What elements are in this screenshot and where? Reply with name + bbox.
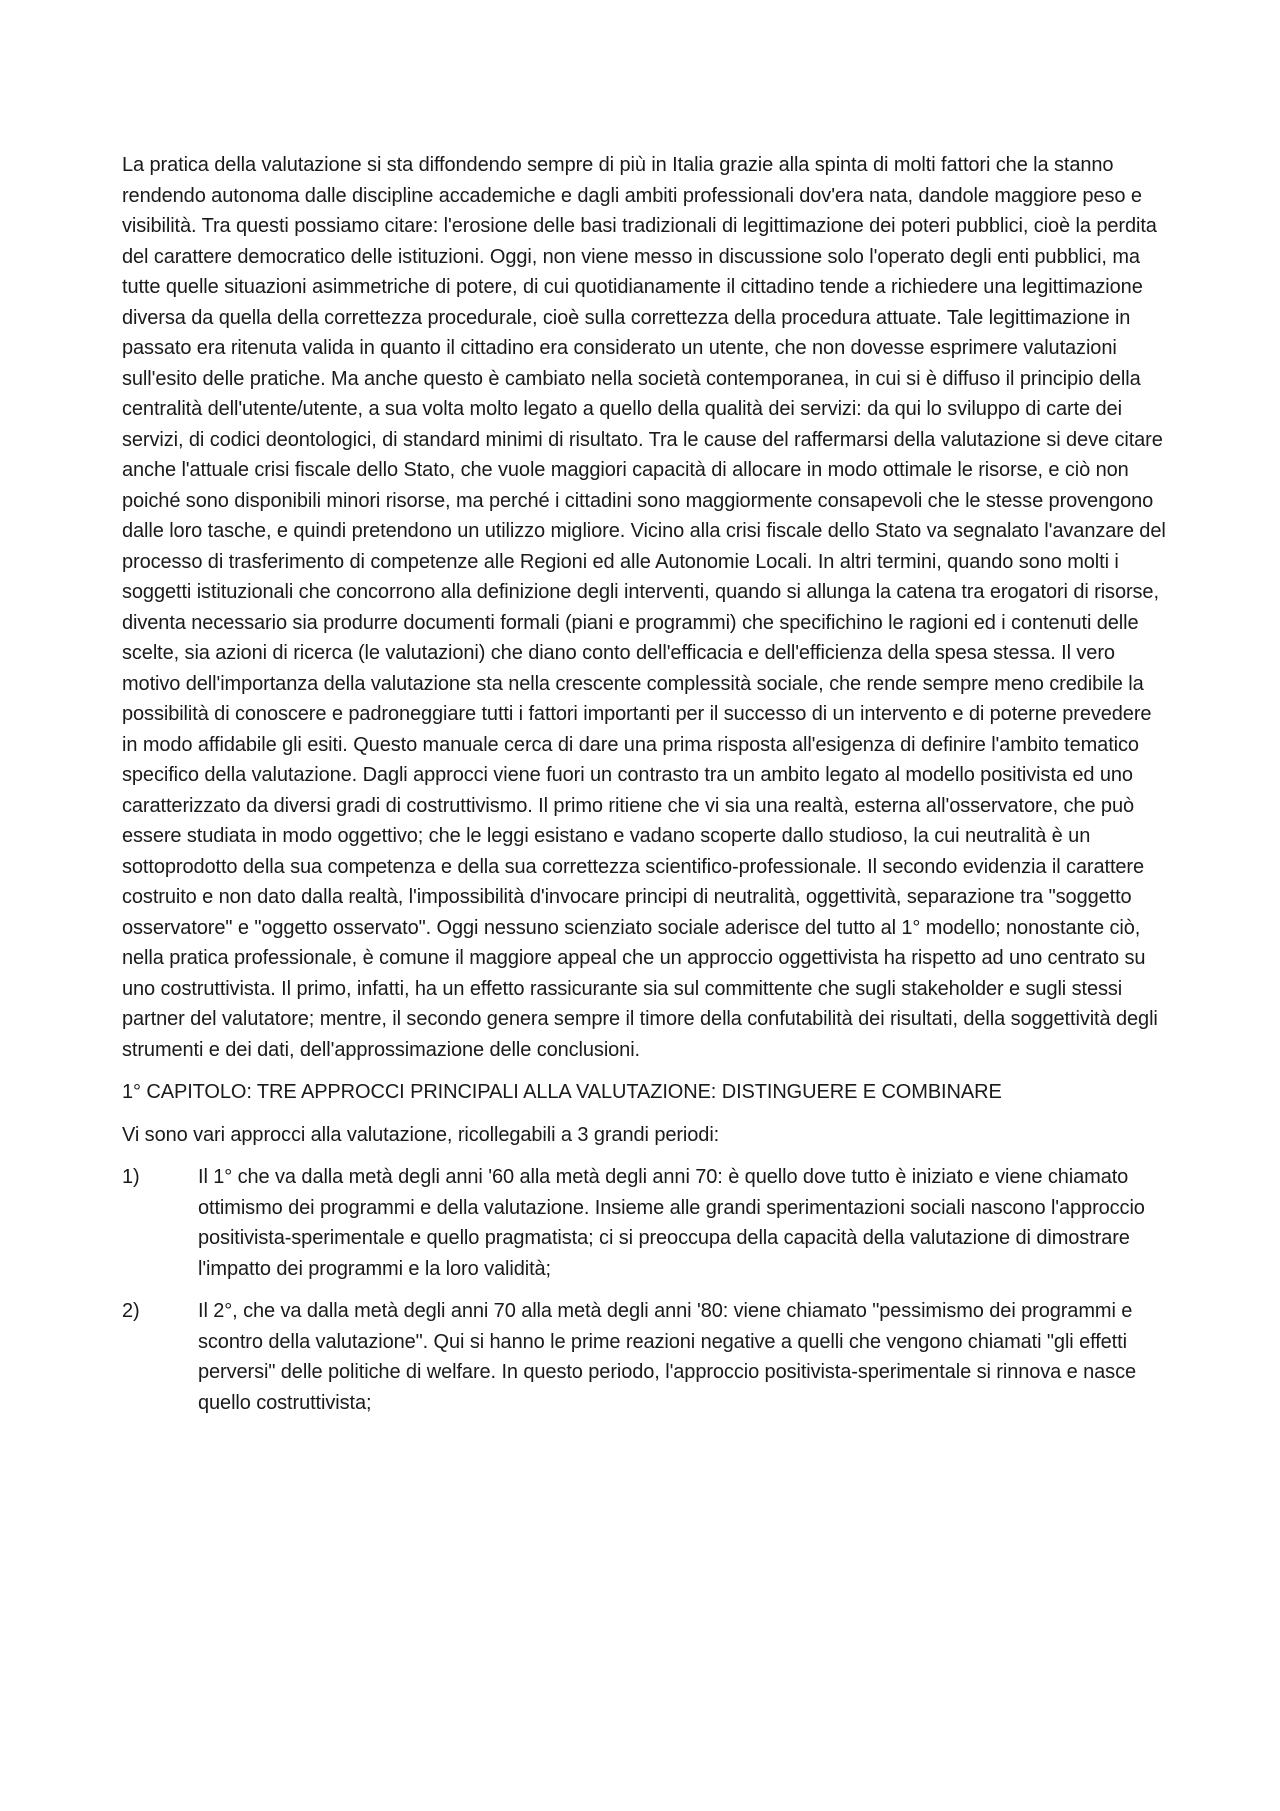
chapter-heading: 1° CAPITOLO: TRE APPROCCI PRINCIPALI ALLA VALUTAZIONE: DISTINGUERE E COMBINARE: [122, 1081, 1002, 1103]
list-item: [122, 1162, 1170, 1284]
list-item-text: Il 2°, che va dalla metà degli anni 70 alla metà degli anni '80: viene chiamato "pessimismo dei programmi e scontro della valutazione". Qui si hanno le prime reazioni negative a quelli che vengono chiamati "gli effetti perversi" delle politiche di welfare. In questo periodo, l'approccio positivista-sperimentale si rinnova e nasce quello costruttivista;: [198, 1300, 1136, 1414]
list-item-text: Il 1° che va dalla metà degli anni '60 alla metà degli anni 70: è quello dove tutto è iniziato e viene chiamato ottimismo dei programmi e della valutazione. Insieme alle grandi sperimentazioni sociali nascono l'approccio positivista-sperimentale e quello pragmatista; ci si preoccupa della capacità della valutazione di dimostrare l'impatto dei programmi e la loro validità;: [198, 1166, 1145, 1280]
list-item: [122, 1296, 1170, 1418]
list-item-number: 1): [122, 1166, 140, 1188]
intro-paragraph: La pratica della valutazione si sta diffondendo sempre di più in Italia grazie alla spinta di molti fattori che la stanno rendendo autonoma dalle discipline accademiche e dagli ambiti professionali dov'era nata, dandole maggiore peso e visibilità. Tra questi possiamo citare: l'erosione delle basi tradizionali di legittimazione dei poteri pubblici, cioè la perdita del carattere democratico delle istituzioni. Oggi, non viene messo in discussione solo l'operato degli enti pubblici, ma tutte quelle situazioni asimmetriche di potere, di cui quotidianamente il cittadino tende a richiedere una legittimazione diversa da quella della correttezza procedurale, cioè sulla correttezza della procedura attuate. Tale legittimazione in passato era ritenuta valida in quanto il cittadino era considerato un utente, che non dovesse esprimere valutazioni sull'esito delle pratiche. Ma anche questo è cambiato nella società contemporanea, in cui si è diffuso il principio della centralità dell'utente/utente, a sua volta molto legato a quello della qualità dei servizi: da qui lo sviluppo di carte dei servizi, di codici deontologici, di standard minimi di risultato. Tra le cause del raffermarsi della valutazione si deve citare anche l'attuale crisi fiscale dello Stato, che vuole maggiori capacità di allocare in modo ottimale le risorse, e ciò non poiché sono disponibili minori risorse, ma perché i cittadini sono maggiormente consapevoli che le stesse provengono dalle loro tasche, e quindi pretendono un utilizzo migliore. Vicino alla crisi fiscale dello Stato va segnalato l'avanzare del processo di trasferimento di competenze alle Regioni ed alle Autonomie Locali. In altri termini, quando sono molti i soggetti istituzionali che concorrono alla definizione degli interventi, quando si allunga la catena tra erogatori di risorse, diventa necessario sia produrre documenti formali (piani e programmi) che specifichino le ragioni ed i contenuti delle scelte, sia azioni di ricerca (le valutazioni) che diano conto dell'efficacia e dell'efficienza della spesa stessa. Il vero motivo dell'importanza della valutazione sta nella crescente complessità sociale, che rende sempre meno credibile la possibilità di conoscere e padroneggiare tutti i fattori importanti per il successo di un intervento e di poterne prevedere in modo affidabile gli esiti. Questo manuale cerca di dare una prima risposta all'esigenza di definire l'ambito tematico specifico della valutazione. Dagli approcci viene fuori un contrasto tra un ambito legato al modello positivista ed uno caratterizzato da diversi gradi di costruttivismo. Il primo ritiene che vi sia una realtà, esterna all'osservatore, che può essere studiata in modo oggettivo; che le leggi esistano e vadano scoperte dallo studioso, la cui neutralità è un sottoprodotto della sua competenza e della sua correttezza scientifico-professionale. Il secondo evidenzia il carattere costruito e non dato dalla realtà, l'impossibilità d'invocare principi di neutralità, oggettività, separazione tra "soggetto osservatore" e "oggetto osservato". Oggi nessuno scienziato sociale aderisce del tutto al 1° modello; nonostante ciò, nella pratica professionale, è comune il maggiore appeal che un approccio oggettivista ha rispetto ad uno centrato su uno costruttivista. Il primo, infatti, ha un effetto rassicurante sia sul committente che sugli stakeholder e sugli stessi partner del valutatore; mentre, il secondo genera sempre il timore della confutabilità dei risultati, della soggettività degli strumenti e dei dati, dell'approssimazione delle conclusioni.: [122, 154, 1166, 1061]
list-item-number: 2): [122, 1300, 140, 1322]
document-page: [122, 150, 1170, 1430]
chapter-intro: Vi sono vari approcci alla valutazione, ricollegabili a 3 grandi periodi:: [122, 1123, 720, 1146]
